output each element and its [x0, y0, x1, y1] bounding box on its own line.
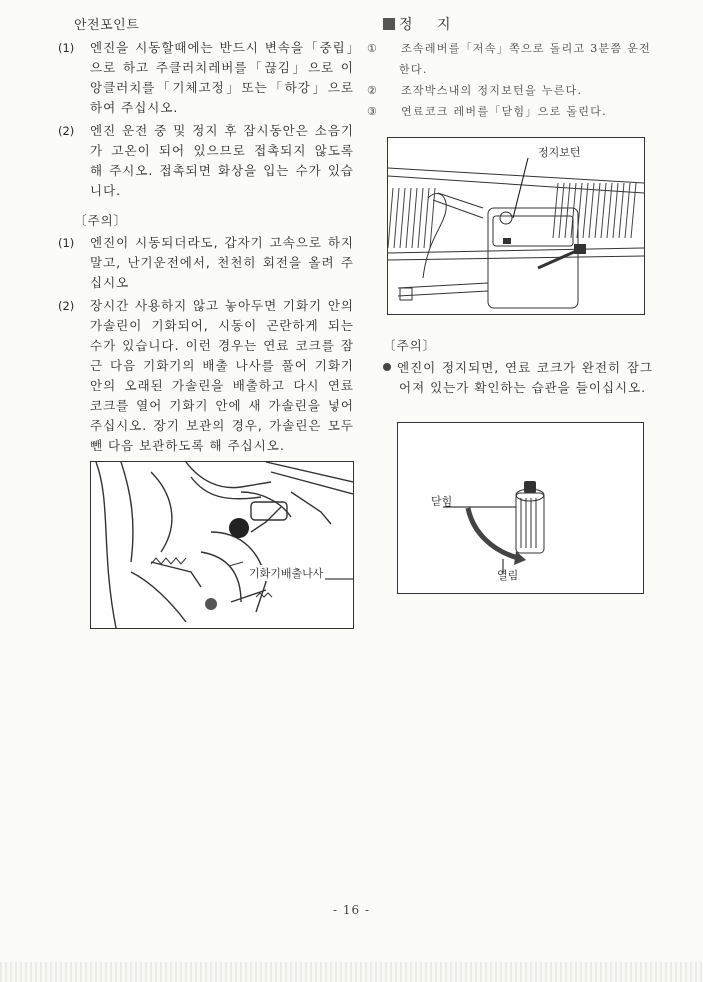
- safety-item-2: [58, 121, 354, 201]
- open-label: 열림: [497, 569, 519, 582]
- safety-points-heading: 안전포인트: [74, 18, 140, 33]
- page-number: - 16 -: [332, 903, 370, 917]
- item-text: 엔진을 시동할때에는 반드시 변속을「중립」으로 하고 주클러치레버를「끊김」으로 이앙클러치를「기체고정」또는「하강」으로 하여 주십시오.: [90, 40, 354, 115]
- caution-heading: 〔주의〕: [74, 213, 128, 228]
- caution-item-2: [58, 296, 354, 456]
- item-number: (1): [58, 41, 75, 55]
- item-text: 엔진이 시동되더라도, 갑자기 고속으로 하지 말고, 난기운전에서, 천천히 회전을 올려 주십시오: [90, 235, 354, 290]
- item-text: 장시간 사용하지 않고 놓아두면 기화기 안의 가솔린이 기화되어, 시동이 곤란하게 되는 수가 있습니다. 이런 경우는 연료 코크를 잠근 다음 기화기의 배출 나사를 풀어 기화기 안의 오래된 가솔린을 배출하고 다시 연료 코크를 열어 기화기 안에 새 가솔린을 넣어 주십시오. 장기 보관의 경우, 가솔린은 모두 뺀 다음 보관하도록 해 주십시오.: [90, 298, 354, 453]
- step-number: ③: [367, 105, 379, 118]
- fuel-cock-figure: [397, 422, 644, 594]
- carburetor-drain-screw-label: 기화기배출나사: [249, 567, 324, 580]
- step-text: 조속레버를「저속」쪽으로 돌리고 3분쯤 운전한다.: [399, 42, 652, 76]
- right-column: [367, 14, 653, 122]
- item-number: (2): [58, 299, 75, 313]
- square-bullet-icon: [383, 18, 395, 30]
- stop-step-2: [367, 80, 653, 101]
- step-number: ②: [367, 84, 379, 97]
- closed-label: 닫힘: [431, 495, 453, 508]
- stop-step-3: [367, 101, 653, 122]
- item-number: (2): [58, 124, 75, 138]
- safety-item-1: [58, 38, 354, 118]
- carburetor-illustration: [91, 462, 353, 628]
- step-text: 조작박스내의 정지보턴을 누른다.: [401, 84, 583, 97]
- right-caution-heading: 〔주의〕: [383, 338, 437, 353]
- step-text: 연료코크 레버를「닫힘」으로 돌린다.: [401, 105, 607, 118]
- stop-title-text: 정 지: [399, 17, 461, 33]
- right-caution: [383, 336, 653, 398]
- stop-step-1: [367, 38, 653, 80]
- item-number: (1): [58, 236, 75, 250]
- stop-button-figure: [387, 137, 645, 315]
- left-column: [58, 14, 354, 456]
- stop-button-illustration: [388, 138, 644, 314]
- item-text: 엔진 운전 중 및 정지 후 잠시동안은 소음기가 고온이 되어 있으므로 접촉되지 않도록 해 주시오. 접촉되면 화상을 입는 수가 있습니다.: [90, 123, 354, 198]
- caution-item-1: [58, 233, 354, 293]
- stop-section-title: [383, 14, 653, 34]
- right-caution-text: [383, 358, 653, 398]
- right-caution-body: 엔진이 정지되면, 연료 코크가 완전히 잠그어져 있는가 확인하는 습관을 들이십시오.: [397, 360, 653, 395]
- scan-edge: [0, 962, 703, 982]
- bullet-dot-icon: [383, 363, 391, 371]
- step-number: ①: [367, 42, 379, 55]
- carburetor-drain-screw-figure: [90, 461, 354, 629]
- stop-button-label: 정지보턴: [538, 146, 581, 159]
